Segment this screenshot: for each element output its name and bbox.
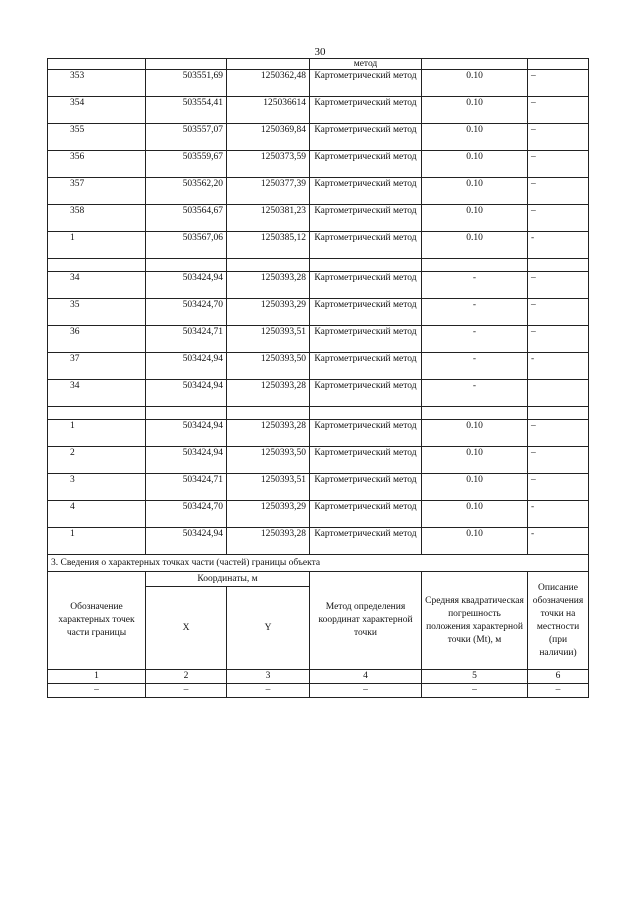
coord-y: 1250373,59 [227,151,310,178]
description: - [528,501,589,528]
description: – [528,70,589,97]
coord-x: 503551,69 [146,70,227,97]
coord-y: 1250393,28 [227,528,310,555]
coord-x: 503424,71 [146,474,227,501]
method: Картометрический метод [310,124,422,151]
point-id: 353 [48,70,146,97]
method: Картометрический метод [310,299,422,326]
mt-value: 0.10 [422,232,528,259]
point-id: 35 [48,299,146,326]
table-row [48,232,589,259]
coord-x: 503557,07 [146,124,227,151]
column-numbers-row [48,670,589,684]
coord-y: 1250393,51 [227,326,310,353]
column-number: 4 [310,670,422,684]
method: Картометрический метод [310,380,422,407]
dash-cell: – [422,684,528,698]
table-row [48,205,589,232]
column-number: 3 [227,670,310,684]
col-desc: Описание обозначения точки на местности (при наличии) [528,572,589,670]
mt-value: 0.10 [422,420,528,447]
header-row [48,572,589,587]
coord-x: 503559,67 [146,151,227,178]
table-row [48,70,589,97]
mt-value: 0.10 [422,447,528,474]
method: Картометрический метод [310,151,422,178]
method: Картометрический метод [310,353,422,380]
table-row [48,151,589,178]
column-number: 2 [146,670,227,684]
coord-y: 125036614 [227,97,310,124]
table-row [48,124,589,151]
coord-x: 503424,94 [146,420,227,447]
coordinates-table [47,58,589,698]
coord-y: 1250393,28 [227,380,310,407]
description: - [528,232,589,259]
dash-cell: – [146,684,227,698]
method: Картометрический метод [310,447,422,474]
column-number: 1 [48,670,146,684]
point-id: 1 [48,420,146,447]
mt-value: 0.10 [422,70,528,97]
description: – [528,474,589,501]
coord-x: 503424,94 [146,353,227,380]
point-id: 357 [48,178,146,205]
description: - [528,528,589,555]
description: – [528,272,589,299]
table-row [48,178,589,205]
description: – [528,124,589,151]
mt-value: 0.10 [422,178,528,205]
description [528,380,589,407]
point-id: 34 [48,272,146,299]
mt-value: 0.10 [422,124,528,151]
mt-value: 0.10 [422,528,528,555]
mt-value: 0.10 [422,474,528,501]
dash-cell: – [528,684,589,698]
column-number: 6 [528,670,589,684]
mt-value: - [422,272,528,299]
method-fragment: метод [310,59,422,70]
method: Картометрический метод [310,528,422,555]
coord-x: 503424,94 [146,272,227,299]
description: – [528,299,589,326]
col-designation: Обозначение характерных точек части границы [48,572,146,670]
col-y: Y [227,587,310,670]
table-row [48,528,589,555]
table-row-fragment [48,59,589,70]
coord-y: 1250393,28 [227,420,310,447]
description: – [528,178,589,205]
point-id: 36 [48,326,146,353]
method: Картометрический метод [310,420,422,447]
section3-title-row [48,555,589,572]
point-id: 358 [48,205,146,232]
section3-title: 3. Сведения о характерных точках части (частей) границы объекта [48,555,589,572]
mt-value: 0.10 [422,501,528,528]
method: Картометрический метод [310,178,422,205]
coord-x: 503567,06 [146,232,227,259]
mt-value: - [422,380,528,407]
point-id: 1 [48,232,146,259]
coord-x: 503424,70 [146,299,227,326]
point-id: 356 [48,151,146,178]
coord-x: 503562,20 [146,178,227,205]
dash-cell: – [48,684,146,698]
col-method: Метод определения координат характерной точки [310,572,422,670]
col-coords: Координаты, м [146,572,310,587]
coord-x: 503554,41 [146,97,227,124]
point-id: 354 [48,97,146,124]
coord-x: 503424,94 [146,380,227,407]
coord-x: 503424,94 [146,447,227,474]
coord-y: 1250369,84 [227,124,310,151]
point-id: 355 [48,124,146,151]
point-id: 3 [48,474,146,501]
blank-row [48,407,589,420]
col-x: X [146,587,227,670]
point-id: 1 [48,528,146,555]
coord-y: 1250393,51 [227,474,310,501]
method: Картометрический метод [310,272,422,299]
coord-x: 503424,94 [146,528,227,555]
dash-cell: – [227,684,310,698]
description: – [528,205,589,232]
mt-value: 0.10 [422,205,528,232]
coord-y: 1250393,29 [227,501,310,528]
table-row [48,299,589,326]
method: Картометрический метод [310,501,422,528]
coord-y: 1250393,50 [227,447,310,474]
table-row [48,447,589,474]
table-row [48,353,589,380]
mt-value: - [422,299,528,326]
point-id: 4 [48,501,146,528]
coord-y: 1250385,12 [227,232,310,259]
coord-y: 1250393,50 [227,353,310,380]
method: Картометрический метод [310,326,422,353]
method: Картометрический метод [310,232,422,259]
dash-cell: – [310,684,422,698]
mt-value: - [422,326,528,353]
page-number: 30 [314,46,326,58]
description: – [528,151,589,178]
table-row [48,326,589,353]
table-row [48,272,589,299]
point-id: 37 [48,353,146,380]
point-id: 34 [48,380,146,407]
description: – [528,97,589,124]
coord-x: 503564,67 [146,205,227,232]
table-row [48,501,589,528]
table-row [48,420,589,447]
coord-y: 1250377,39 [227,178,310,205]
coord-x: 503424,71 [146,326,227,353]
description: – [528,447,589,474]
mt-value: 0.10 [422,151,528,178]
method: Картометрический метод [310,205,422,232]
description: - [528,353,589,380]
table-row [48,380,589,407]
mt-value: 0.10 [422,97,528,124]
dash-row [48,684,589,698]
method: Картометрический метод [310,70,422,97]
description: – [528,326,589,353]
description: – [528,420,589,447]
coord-y: 1250393,28 [227,272,310,299]
point-id: 2 [48,447,146,474]
method: Картометрический метод [310,97,422,124]
blank-row [48,259,589,272]
coord-y: 1250393,29 [227,299,310,326]
coord-y: 1250362,48 [227,70,310,97]
mt-value: - [422,353,528,380]
col-mt: Средняя квадратическая погрешность положения характерной точки (Mt), м [422,572,528,670]
table-row [48,474,589,501]
method: Картометрический метод [310,474,422,501]
coord-x: 503424,70 [146,501,227,528]
column-number: 5 [422,670,528,684]
coord-y: 1250381,23 [227,205,310,232]
table-row [48,97,589,124]
